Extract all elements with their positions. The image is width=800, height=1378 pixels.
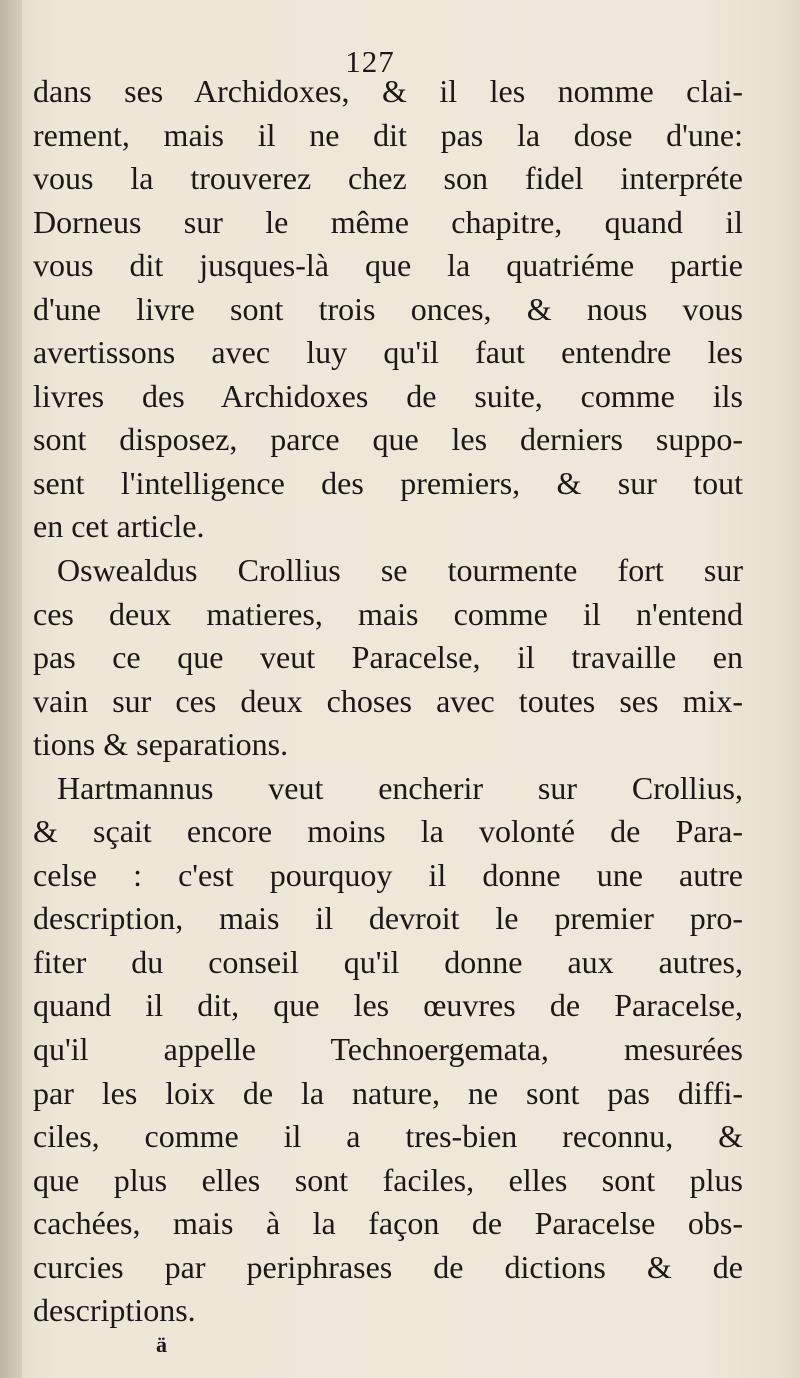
text-line: description, mais il devroit le premier pro- <box>33 900 743 937</box>
text-line: vous la trouverez chez son fidel interpréte <box>33 160 743 197</box>
text-line: & sçait encore moins la volonté de Para- <box>33 813 743 850</box>
signature-mark: ä <box>156 1332 167 1357</box>
text-line: curcies par periphrases de dictions & de <box>33 1248 743 1285</box>
text-line: d'une livre sont trois onces, & nous vous <box>33 290 743 327</box>
binding-edge <box>0 0 22 1378</box>
text-line: qu'il appelle Technoergemata, mesurées <box>33 1031 743 1068</box>
text-line: quand il dit, que les œuvres de Paracelse, <box>33 987 743 1024</box>
text-line: Dorneus sur le même chapitre, quand il <box>33 203 743 240</box>
text-line: que plus elles sont faciles, elles sont plus <box>33 1161 743 1198</box>
text-line: Oswealdus Crollius se tourmente fort sur <box>57 552 743 589</box>
text-line: celse : c'est pourquoy il donne une autre <box>33 856 743 893</box>
text-line: sent l'intelligence des premiers, & sur tout <box>33 464 743 501</box>
text-line: sont disposez, parce que les derniers suppo- <box>33 421 743 458</box>
text-line: en cet article. <box>33 508 205 545</box>
text-line: Hartmannus veut encherir sur Crollius, <box>57 769 743 806</box>
text-line: rement, mais il ne dit pas la dose d'une: <box>33 116 743 153</box>
text-line: fiter du conseil qu'il donne aux autres, <box>33 943 743 980</box>
body-text <box>33 70 743 1333</box>
page-number: 127 <box>345 44 395 79</box>
text-line: pas ce que veut Paracelse, il travaille en <box>33 639 743 676</box>
text-line: ces deux matieres, mais comme il n'entend <box>33 595 743 632</box>
text-line: livres des Archidoxes de suite, comme ils <box>33 377 743 414</box>
text-line: avertissons avec luy qu'il faut entendre les <box>33 334 743 371</box>
text-line: vous dit jusques-là que la quatriéme partie <box>33 247 743 284</box>
text-line: dans ses Archidoxes, & il les nomme clai- <box>33 73 743 109</box>
text-line: par les loix de la nature, ne sont pas diffi- <box>33 1074 743 1111</box>
text-line: cachées, mais à la façon de Paracelse obs- <box>33 1205 743 1242</box>
text-line: descriptions. <box>33 1292 196 1329</box>
text-line: vain sur ces deux choses avec toutes ses mix- <box>33 682 743 719</box>
text-line: ciles, comme il a tres-bien reconnu, & <box>33 1118 743 1155</box>
text-line: tions & separations. <box>33 726 289 763</box>
